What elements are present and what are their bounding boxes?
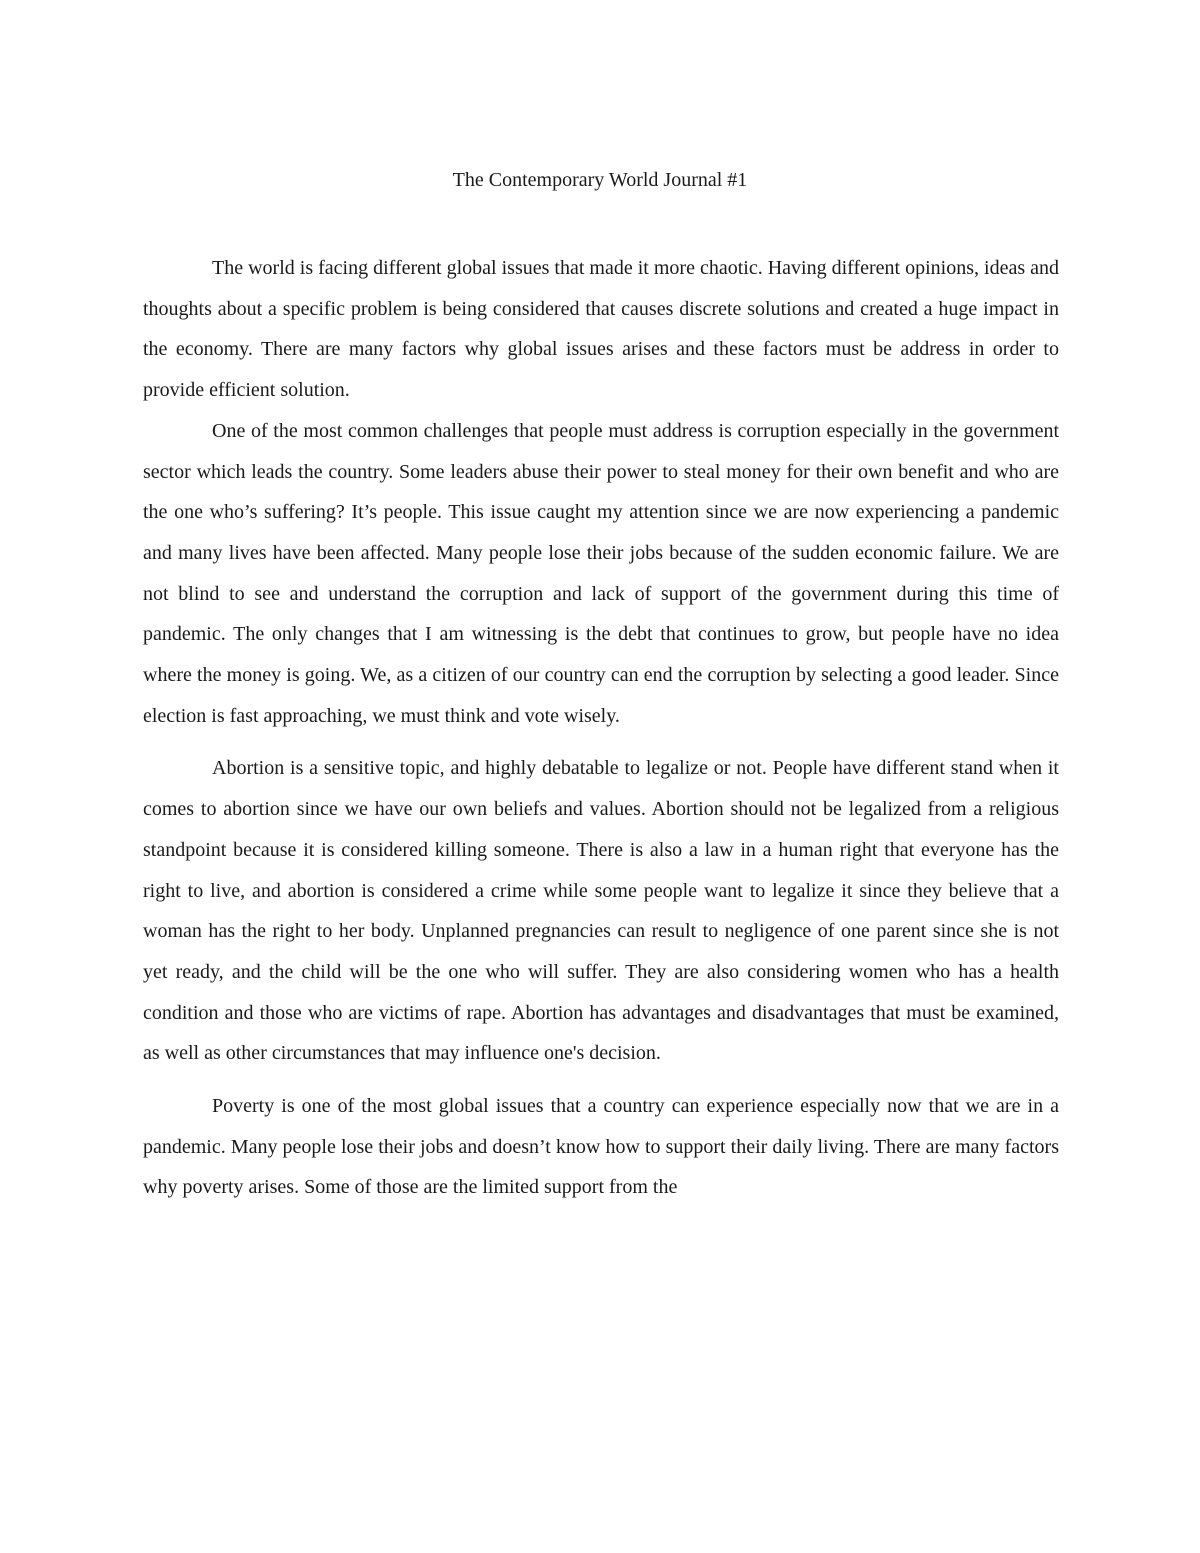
document-body [143,248,1059,1208]
paragraph-poverty: Poverty is one of the most global issues that a country can experience especially now that we are in a pandemic. Many people lose their jobs and doesn’t know how to support their daily living. There are many factors why poverty arises. Some of those are the limited support from the [143,1095,1059,1199]
document-title: The Contemporary World Journal #1 [452,169,748,191]
paragraph-global-issues: The world is facing different global issues that made it more chaotic. Having different opinions, ideas and thoughts about a specific problem is being considered that causes discrete solutions and created a huge impact in the economy. There are many factors why global issues arises and these factors must be address in order to provide efficient solution. [143,257,1059,402]
paragraph-abortion: Abortion is a sensitive topic, and highly debatable to legalize or not. People have different stand when it comes to abortion since we have our own beliefs and values. Abortion should not be legalized from a religious standpoint because it is considered killing someone. There is also a law in a human right that everyone has the right to live, and abortion is considered a crime while some people want to legalize it since they believe that a woman has the right to her body. Unplanned pregnancies can result to negligence of one parent since she is not yet ready, and the child will be the one who will suffer. They are also considering women who has a health condition and those who are victims of rape. Abortion has advantages and disadvantages that must be examined, as well as other circumstances that may influence one's decision. [143,757,1059,1065]
paragraph-corruption: One of the most common challenges that people must address is corruption especially in the government sector which leads the country. Some leaders abuse their power to steal money for their own benefit and who are the one who’s suffering? It’s people. This issue caught my attention since we are now experiencing a pandemic and many lives have been affected. Many people lose their jobs because of the sudden economic failure. We are not blind to see and understand the corruption and lack of support of the government during this time of pandemic. The only changes that I am witnessing is the debt that continues to grow, but people have no idea where the money is going. We, as a citizen of our country can end the corruption by selecting a good leader. Since election is fast approaching, we must think and vote wisely. [143,419,1059,727]
